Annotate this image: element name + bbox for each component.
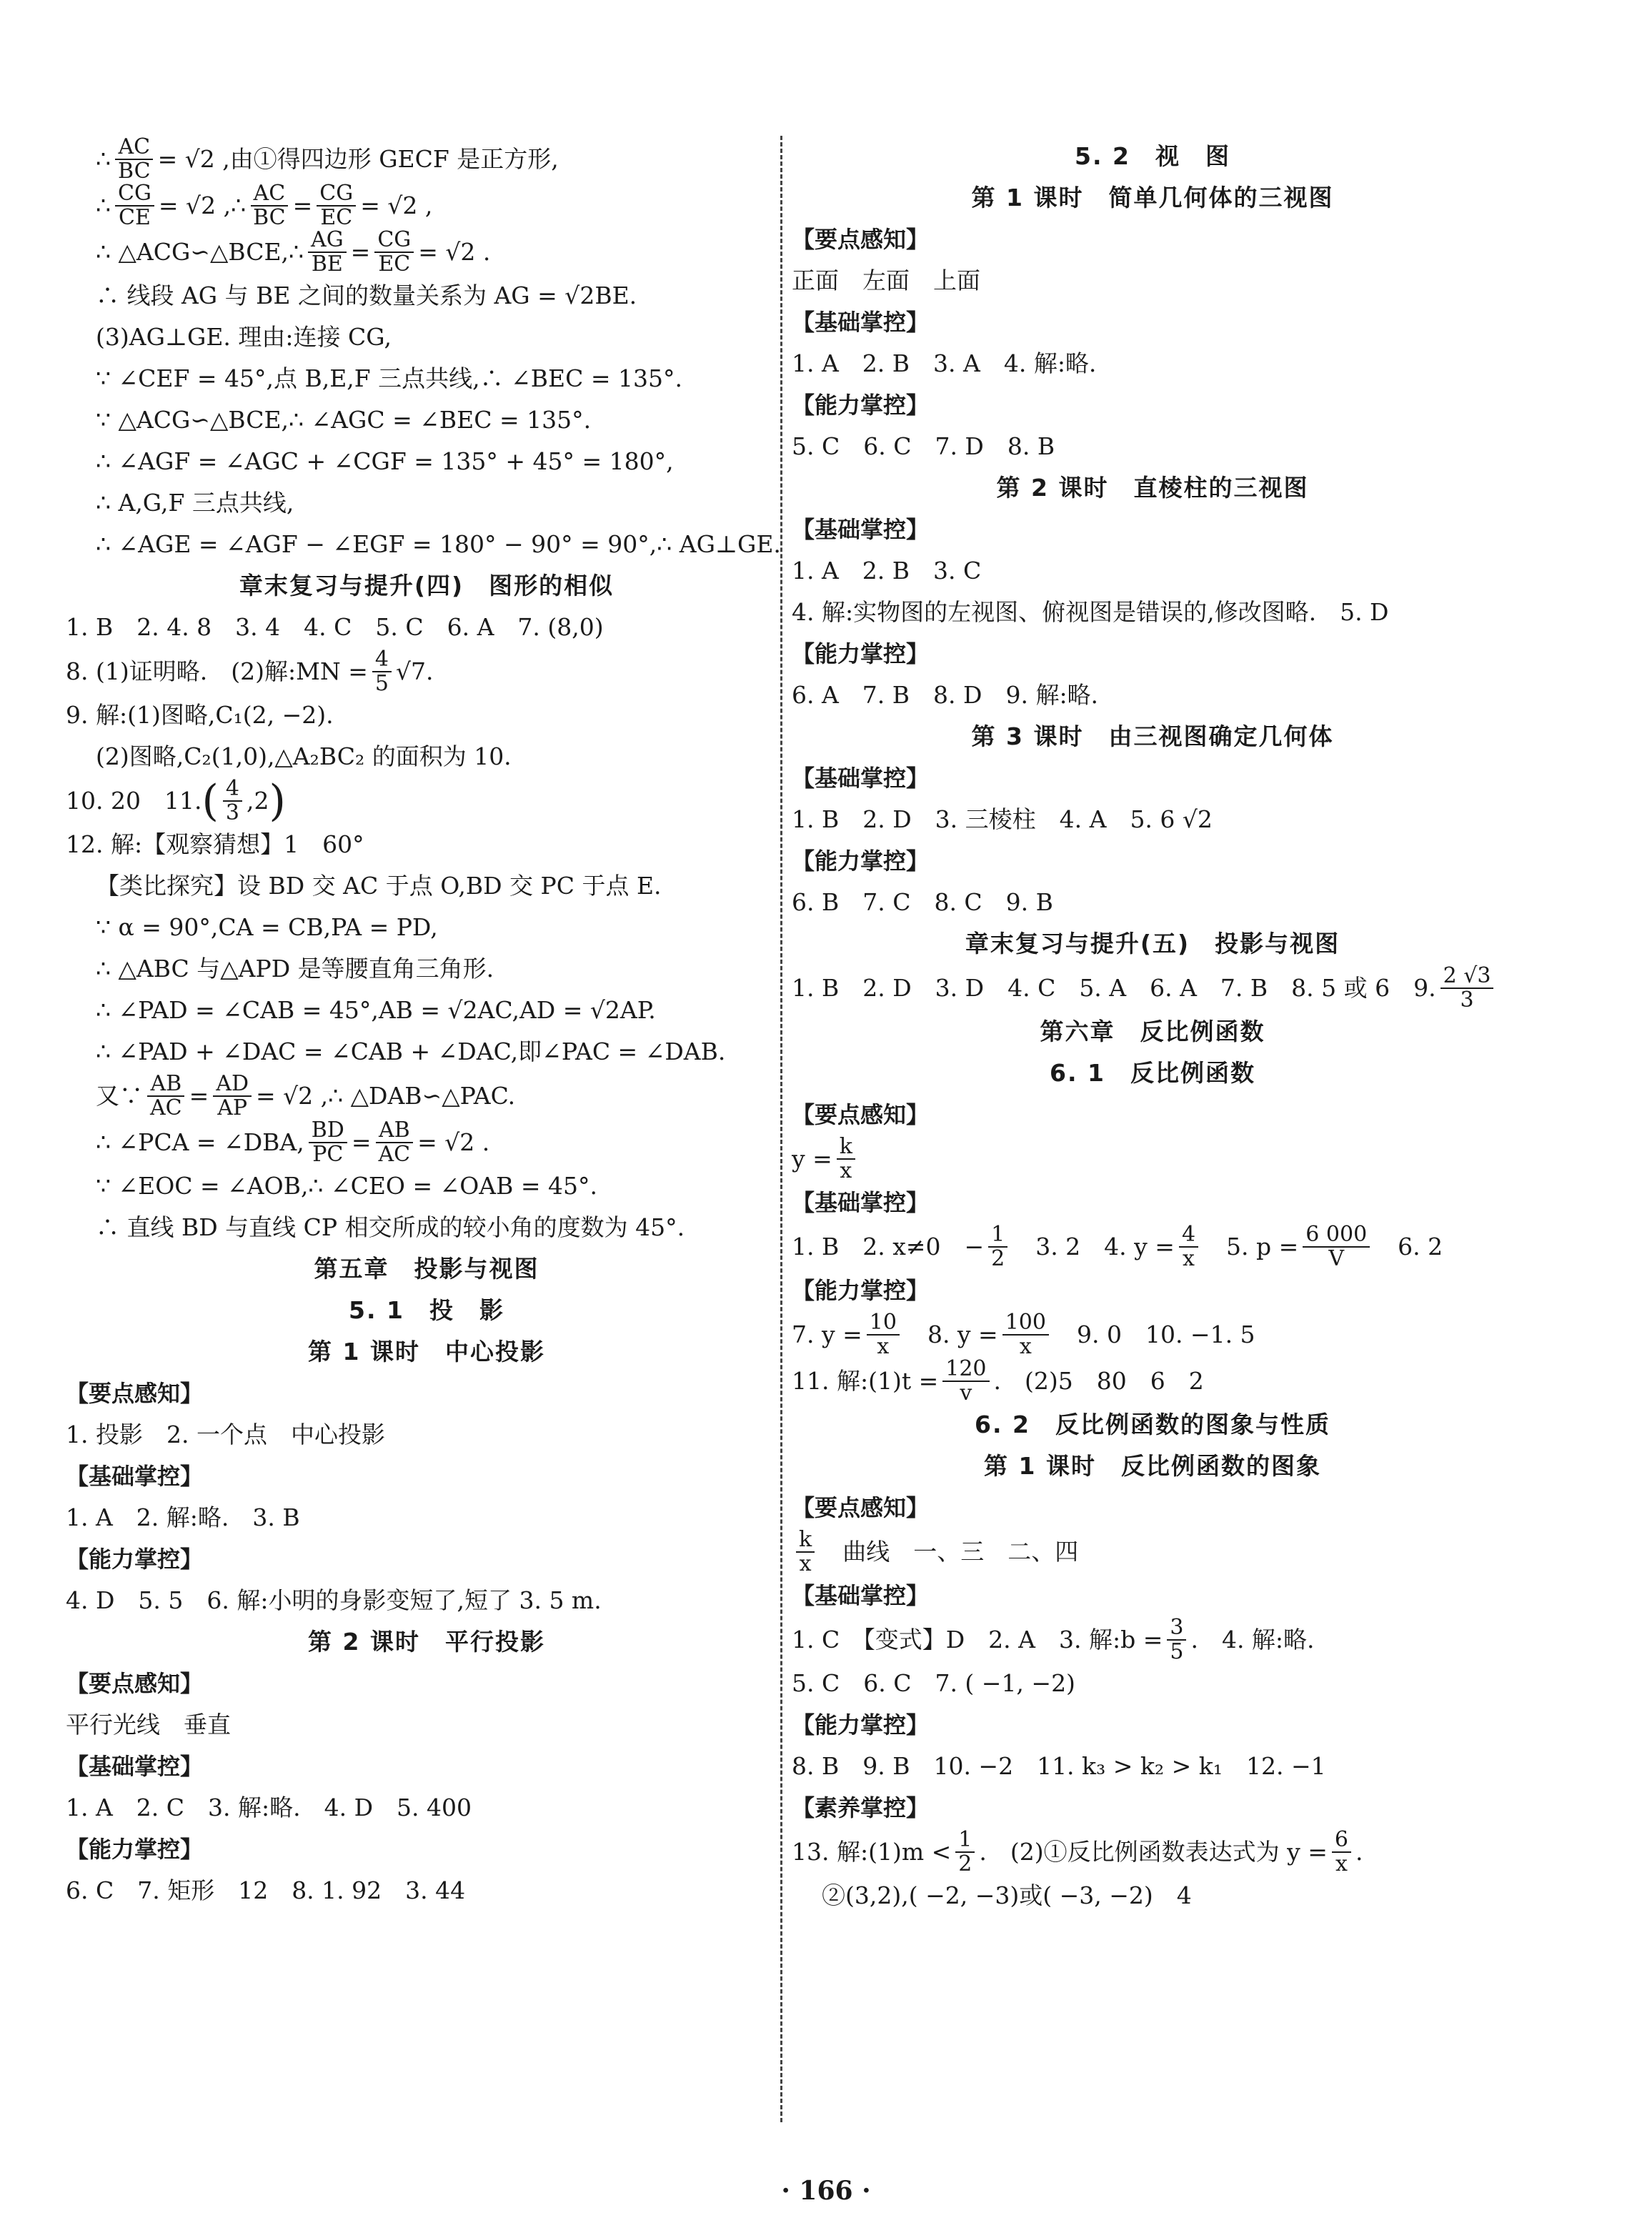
text: ∴ ∠PCA = ∠DBA,: [96, 1128, 304, 1156]
section-heading: 6. 1 反比例函数: [1050, 1059, 1255, 1088]
answer-line: 5. C 6. C 7. ( −1, −2): [792, 1669, 1075, 1698]
denominator: x: [1335, 1851, 1348, 1876]
numerator: AC: [115, 136, 153, 160]
right-column: [792, 136, 1513, 1916]
answer-line: [66, 1073, 787, 1119]
fraction: [942, 1358, 989, 1404]
answer-line: 6. C 7. 矩形 12 8. 1. 92 3. 44: [66, 1876, 466, 1905]
fraction: [1002, 1311, 1049, 1358]
section-heading: 5. 1 投 影: [349, 1296, 504, 1325]
text: 3. 2 4. y =: [1012, 1232, 1175, 1260]
fraction: [308, 229, 347, 275]
answer-line: [66, 1119, 787, 1165]
solution-line: [66, 229, 787, 275]
answer-line: [792, 1358, 1513, 1404]
numerator: k: [796, 1528, 815, 1553]
answer-line: 9. 解:(1)图略,C₁(2, −2).: [66, 701, 334, 730]
answer-line: 1. A 2. C 3. 解:略. 4. D 5. 400: [66, 1794, 472, 1822]
denominator: V: [1328, 1245, 1345, 1271]
text: =: [292, 191, 313, 219]
text: ,2: [246, 786, 269, 815]
answer-line: 1. B 2. D 3. 三棱柱 4. A 5. 6 √2: [792, 805, 1213, 834]
numerator: 1: [988, 1223, 1007, 1248]
solution-line: ∵ ∠CEF = 45°,点 B,E,F 三点共线,∴ ∠BEC = 135°.: [96, 364, 683, 393]
numerator: 100: [1002, 1311, 1049, 1336]
fraction: [147, 1073, 185, 1119]
lesson-heading: 第 2 课时 直棱柱的三视图: [996, 474, 1309, 502]
subsection-label: 【基础掌控】: [792, 1582, 930, 1609]
denominator: CE: [119, 204, 151, 230]
solution-line: ∵ △ACG∽△BCE,∴ ∠AGC = ∠BEC = 135°.: [96, 406, 592, 434]
denominator: 3: [225, 800, 239, 825]
text: ∴ △ACG∽△BCE,∴: [96, 237, 304, 266]
denominator: x: [1019, 1333, 1032, 1359]
subsection-label: 【要点感知】: [792, 1494, 930, 1521]
text: = √2 ,: [360, 191, 433, 219]
answer-line: [792, 1311, 1513, 1358]
chapter-heading: 第六章 反比例函数: [1040, 1018, 1265, 1046]
solution-line: ∴ A,G,F 三点共线,: [96, 489, 294, 517]
text: 11. 解:(1)t =: [792, 1366, 939, 1395]
subsection-label: 【要点感知】: [792, 1101, 930, 1128]
answer-line: [66, 648, 787, 695]
denominator: 3: [1460, 987, 1474, 1013]
answer-line: ∵ α = 90°,CA = CB,PA = PD,: [96, 913, 438, 942]
answer-line: (2)图略,C₂(1,0),△A₂BC₂ 的面积为 10.: [96, 742, 512, 771]
fraction: [374, 229, 414, 275]
numerator: CG: [317, 182, 356, 207]
fraction: [223, 777, 242, 824]
fraction: [988, 1223, 1007, 1270]
text: =: [350, 237, 371, 266]
fraction: [1167, 1616, 1186, 1663]
denominator: x: [877, 1333, 890, 1359]
answer-line: 1. 投影 2. 一个点 中心投影: [66, 1421, 385, 1449]
subsection-label: 【能力掌控】: [792, 640, 930, 667]
fraction: [372, 648, 392, 695]
page-number: · 166 ·: [781, 2176, 871, 2206]
text: 7. y =: [792, 1320, 862, 1348]
solution-line: ∴ ∠AGE = ∠AGF − ∠EGF = 180° − 90° = 90°,∴ AG⊥GE.: [96, 530, 781, 559]
answer-line: [792, 1616, 1513, 1663]
lesson-heading: 第 1 课时 中心投影: [308, 1338, 545, 1366]
text: ∴: [96, 191, 111, 219]
fraction: [1440, 965, 1494, 1011]
denominator: 5: [1170, 1638, 1184, 1664]
text: 1. C 【变式】D 2. A 3. 解:b =: [792, 1625, 1163, 1653]
fraction: [1332, 1829, 1351, 1875]
text: . (2)5 80 6 2: [993, 1366, 1204, 1395]
text: . (2)①反比例函数表达式为 y =: [979, 1837, 1328, 1866]
numerator: AG: [308, 229, 347, 253]
lesson-heading: 第 3 课时 由三视图确定几何体: [971, 722, 1334, 751]
section-heading: 6. 2 反比例函数的图象与性质: [975, 1411, 1330, 1439]
fraction: [376, 1119, 414, 1165]
numerator: AD: [213, 1073, 252, 1097]
denominator: 5: [374, 670, 389, 696]
fraction: [867, 1311, 900, 1358]
text: = √2 .: [417, 1128, 490, 1156]
denominator: 2: [958, 1851, 972, 1876]
subsection-label: 【素养掌控】: [792, 1794, 930, 1821]
answer-line: ②(3,2),( −2, −3)或( −3, −2) 4: [822, 1881, 1192, 1910]
text: 1. B 2. x≠0 −: [792, 1232, 985, 1260]
left-column: [66, 136, 787, 1911]
answer-line: 4. 解:实物图的左视图、俯视图是错误的,修改图略. 5. D: [792, 598, 1389, 627]
text: 9. 0 10. −1. 5: [1053, 1320, 1255, 1348]
text: =: [351, 1128, 372, 1156]
denominator: x: [1183, 1245, 1195, 1271]
subsection-label: 【能力掌控】: [66, 1836, 204, 1863]
numerator: CG: [374, 229, 414, 253]
denominator: AC: [150, 1095, 182, 1120]
answer-line: [792, 1528, 1513, 1575]
right-paren: ): [269, 775, 286, 826]
subsection-label: 【能力掌控】: [792, 1277, 930, 1304]
answer-line: [792, 1223, 1513, 1270]
answer-line: 6. B 7. C 8. C 9. B: [792, 888, 1053, 917]
text: = √2 ,∴ △DAB∽△PAC.: [256, 1081, 516, 1110]
text: .: [1355, 1837, 1363, 1866]
numerator: 10: [867, 1311, 900, 1336]
text: 13. 解:(1)m <: [792, 1837, 952, 1866]
numerator: AB: [376, 1119, 413, 1143]
text: 8. (1)证明略. (2)解:MN =: [66, 657, 368, 685]
answer-line: 正面 左面 上面: [792, 267, 980, 295]
section-heading: 章末复习与提升(五) 投影与视图: [965, 930, 1340, 958]
fraction: [250, 182, 289, 229]
answer-line: 8. B 9. B 10. −2 11. k₃ > k₂ > k₁ 12. −1: [792, 1752, 1326, 1781]
solution-line: [66, 182, 787, 229]
answer-line: ∴ ∠PAD = ∠CAB = 45°,AB = √2AC,AD = √2AP.: [96, 996, 656, 1025]
text: = √2 ,由①得四边形 GECF 是正方形,: [157, 144, 559, 173]
denominator: x: [799, 1551, 812, 1576]
text: 又∵: [96, 1081, 143, 1110]
numerator: 4: [1179, 1223, 1198, 1248]
answer-line: ∴ ∠PAD + ∠DAC = ∠CAB + ∠DAC,即∠PAC = ∠DAB.: [96, 1038, 726, 1066]
fraction: [213, 1073, 252, 1119]
numerator: 6: [1332, 1829, 1351, 1853]
numerator: 4: [223, 777, 242, 802]
denominator: EC: [378, 251, 411, 277]
denominator: v: [960, 1380, 972, 1406]
answer-line: [792, 965, 1513, 1011]
answer-line: ∴ △ABC 与△APD 是等腰直角三角形.: [96, 955, 494, 983]
chapter-heading: 第五章 投影与视图: [314, 1255, 539, 1283]
fraction: [115, 136, 154, 182]
numerator: 120: [942, 1358, 989, 1382]
numerator: 4: [372, 648, 392, 672]
subsection-label: 【基础掌控】: [66, 1463, 204, 1490]
subsection-label: 【要点感知】: [66, 1670, 204, 1697]
answer-line: [792, 1829, 1513, 1875]
answer-line: 平行光线 垂直: [66, 1711, 231, 1739]
subsection-label: 【基础掌控】: [792, 765, 930, 792]
numerator: 2 √3: [1440, 965, 1494, 989]
fraction: [796, 1528, 815, 1575]
section-heading: 5. 2 视 图: [1075, 142, 1230, 171]
denominator: AC: [378, 1141, 411, 1167]
numerator: AC: [251, 182, 289, 207]
text: =: [189, 1081, 209, 1110]
numerator: AB: [147, 1073, 184, 1097]
subsection-label: 【基础掌控】: [792, 516, 930, 543]
subsection-label: 【能力掌控】: [792, 847, 930, 875]
text: 10. 20 11.: [66, 786, 202, 815]
answer-line: 6. A 7. B 8. D 9. 解:略.: [792, 681, 1099, 710]
denominator: AP: [217, 1095, 248, 1120]
fraction: [837, 1135, 855, 1182]
denominator: BE: [311, 251, 343, 277]
text: √7.: [395, 657, 434, 685]
fraction: [1179, 1223, 1198, 1270]
text: 1. B 2. D 3. D 4. C 5. A 6. A 7. B 8. 5 或 6 9.: [792, 973, 1436, 1002]
answer-line: ∴ 直线 BD 与直线 CP 相交所成的较小角的度数为 45°.: [96, 1213, 685, 1242]
fraction: [955, 1829, 975, 1875]
denominator: PC: [312, 1141, 344, 1167]
left-paren: (: [201, 775, 219, 826]
numerator: 1: [955, 1829, 975, 1853]
text: 6. 2: [1374, 1232, 1443, 1260]
subsection-label: 【要点感知】: [792, 226, 930, 253]
answer-line: 【类比探究】设 BD 交 AC 于点 O,BD 交 PC 于点 E.: [96, 872, 662, 900]
solution-line: ∴ ∠AGF = ∠AGC + ∠CGF = 135° + 45° = 180°,: [96, 447, 674, 476]
denominator: BC: [253, 204, 286, 230]
solution-line: [66, 136, 787, 182]
fraction: [309, 1119, 347, 1165]
numerator: k: [837, 1135, 855, 1160]
text: . 4. 解:略.: [1190, 1625, 1315, 1653]
subsection-label: 【基础掌控】: [66, 1753, 204, 1780]
section-heading: 章末复习与提升(四) 图形的相似: [239, 572, 614, 600]
text: = √2 .: [418, 237, 491, 266]
text: 曲线 一、三 二、四: [819, 1537, 1079, 1566]
answer-line: 12. 解:【观察猜想】1 60°: [66, 830, 364, 859]
lesson-heading: 第 2 课时 平行投影: [308, 1628, 545, 1656]
answer-line: [792, 1135, 1513, 1182]
denominator: BC: [118, 158, 151, 184]
fraction: [317, 182, 356, 229]
answer-line: 1. A 2. B 3. A 4. 解:略.: [792, 349, 1097, 378]
subsection-label: 【基础掌控】: [792, 309, 930, 336]
fraction: [115, 182, 154, 229]
numerator: 6 000: [1303, 1223, 1370, 1248]
text: 8. y =: [903, 1320, 998, 1348]
answer-line: [66, 777, 787, 824]
subsection-label: 【要点感知】: [66, 1380, 204, 1407]
text: ∴: [96, 144, 111, 173]
text: y =: [792, 1144, 832, 1173]
denominator: x: [840, 1158, 852, 1183]
denominator: EC: [320, 204, 353, 230]
answer-line: 1. A 2. B 3. C: [792, 557, 982, 585]
lesson-heading: 第 1 课时 反比例函数的图象: [984, 1452, 1321, 1481]
answer-line: 4. D 5. 5 6. 解:小明的身影变短了,短了 3. 5 m.: [66, 1586, 602, 1615]
subsection-label: 【能力掌控】: [792, 392, 930, 419]
lesson-heading: 第 1 课时 简单几何体的三视图: [971, 184, 1334, 212]
answer-line: 5. C 6. C 7. D 8. B: [792, 432, 1055, 461]
answer-line: 1. B 2. 4. 8 3. 4 4. C 5. C 6. A 7. (8,0): [66, 613, 604, 642]
subsection-label: 【基础掌控】: [792, 1189, 930, 1216]
numerator: 3: [1167, 1616, 1186, 1641]
solution-line: (3)AG⊥GE. 理由:连接 CG,: [96, 323, 392, 352]
fraction: [1303, 1223, 1370, 1270]
denominator: 2: [991, 1245, 1005, 1271]
answer-line: 1. A 2. 解:略. 3. B: [66, 1503, 300, 1532]
solution-line: ∴ 线段 AG 与 BE 之间的数量关系为 AG = √2BE.: [96, 282, 637, 310]
text: = √2 ,∴: [158, 191, 247, 219]
text: 5. p =: [1203, 1232, 1299, 1260]
subsection-label: 【能力掌控】: [66, 1546, 204, 1573]
subsection-label: 【能力掌控】: [792, 1711, 930, 1739]
numerator: CG: [115, 182, 154, 207]
answer-line: ∵ ∠EOC = ∠AOB,∴ ∠CEO = ∠OAB = 45°.: [96, 1172, 597, 1200]
numerator: BD: [309, 1119, 347, 1143]
